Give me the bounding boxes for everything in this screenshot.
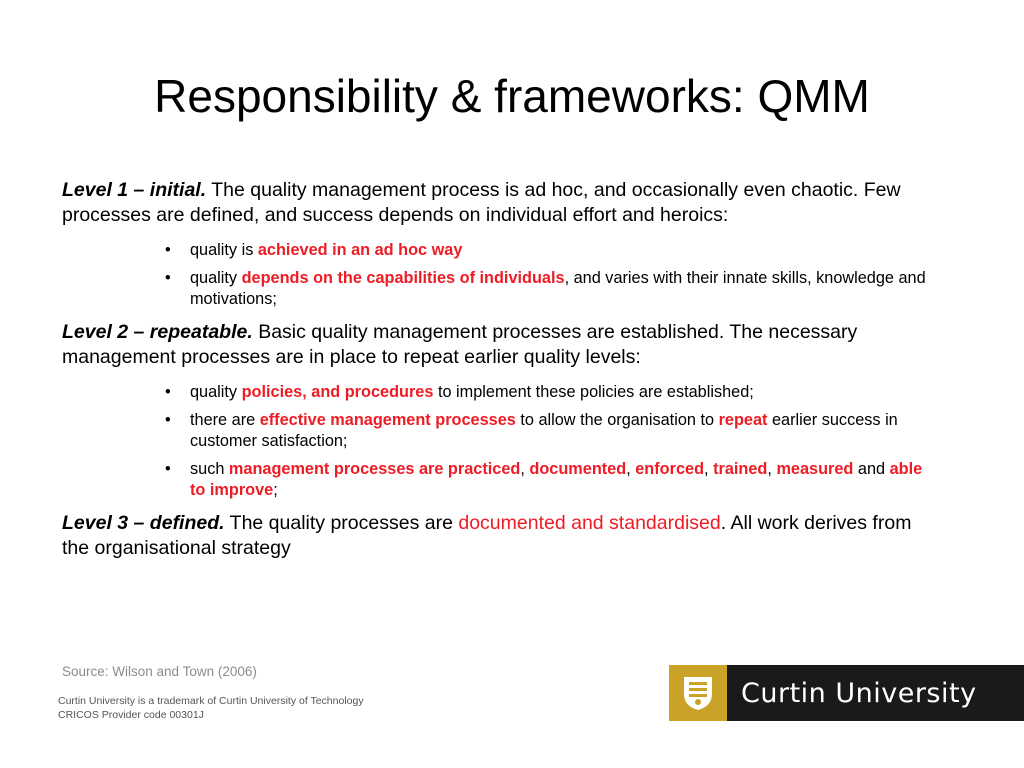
source-citation: Source: Wilson and Town (2006) xyxy=(62,664,257,679)
slide-body xyxy=(62,178,942,573)
highlight-text: depends on the capabilities of individuals xyxy=(241,269,565,287)
highlight-text: documented and standardised xyxy=(458,512,721,534)
level-3-paragraph: Level 3 – defined. The quality processes are documented and standardised. All work derives from the organisational strategy xyxy=(62,512,912,559)
highlight-text: management processes are practiced xyxy=(228,460,521,478)
highlight-text: able to improve xyxy=(190,460,923,499)
bullet-icon: • xyxy=(165,460,171,478)
bullet-icon: • xyxy=(165,383,171,401)
footer-legal xyxy=(58,694,364,722)
footer-trademark: Curtin University is a trademark of Curtin University of Technology xyxy=(58,695,364,707)
highlight-text: policies, and procedures xyxy=(241,383,434,401)
list-item: • quality policies, and procedures to implement these policies are established; xyxy=(165,383,754,401)
curtin-logo xyxy=(669,665,1024,721)
bullet-icon: • xyxy=(165,269,171,287)
highlight-text: measured xyxy=(776,460,854,478)
highlight-text: trained xyxy=(713,460,768,478)
list-item: • quality is achieved in an ad hoc way xyxy=(165,241,463,259)
level-2-heading: Level 2 – repeatable xyxy=(62,321,248,343)
list-item: • such management processes are practiced, documented, enforced, trained, measured and able to improve; xyxy=(165,460,923,499)
level-3-heading: Level 3 – defined xyxy=(62,512,220,534)
crest-icon xyxy=(669,665,727,721)
logo-wordmark: Curtin University xyxy=(741,677,977,709)
highlight-text: enforced xyxy=(635,460,705,478)
footer-cricos: CRICOS Provider code 00301J xyxy=(58,709,204,721)
slide-title: Responsibility & frameworks: QMM xyxy=(154,70,870,122)
highlight-text: achieved in an ad hoc way xyxy=(257,241,463,259)
highlight-text: repeat xyxy=(718,411,768,429)
level-2-intro: Basic quality management processes are established. The necessary management processes are in place to repeat earlier quality levels: xyxy=(62,321,858,368)
level-1-heading: Level 1 – initial xyxy=(62,179,201,201)
list-item: • quality depends on the capabilities of individuals, and varies with their innate skills, knowledge and motivations; xyxy=(165,269,926,308)
highlight-text: effective management processes xyxy=(259,411,516,429)
highlight-text: documented xyxy=(529,460,627,478)
level-2-paragraph: Level 2 – repeatable. Basic quality management processes are established. The necessary management processes are in place to repeat earlier quality levels: xyxy=(62,321,858,368)
level-1-paragraph: Level 1 – initial. The quality management process is ad hoc, and occasionally even chaotic. Few processes are defined, and success depends on individual effort and heroics: xyxy=(62,179,901,226)
list-item: • there are effective management processes to allow the organisation to repeat earlier success in customer satisfaction; xyxy=(165,411,898,450)
bullet-icon: • xyxy=(165,411,171,429)
bullet-icon: • xyxy=(165,241,171,259)
level-1-intro: The quality management process is ad hoc, and occasionally even chaotic. Few processes are defined, and success depends on individual effort and heroics: xyxy=(62,179,901,226)
level-2-bullets xyxy=(62,382,942,501)
level-1-bullets xyxy=(62,240,942,310)
